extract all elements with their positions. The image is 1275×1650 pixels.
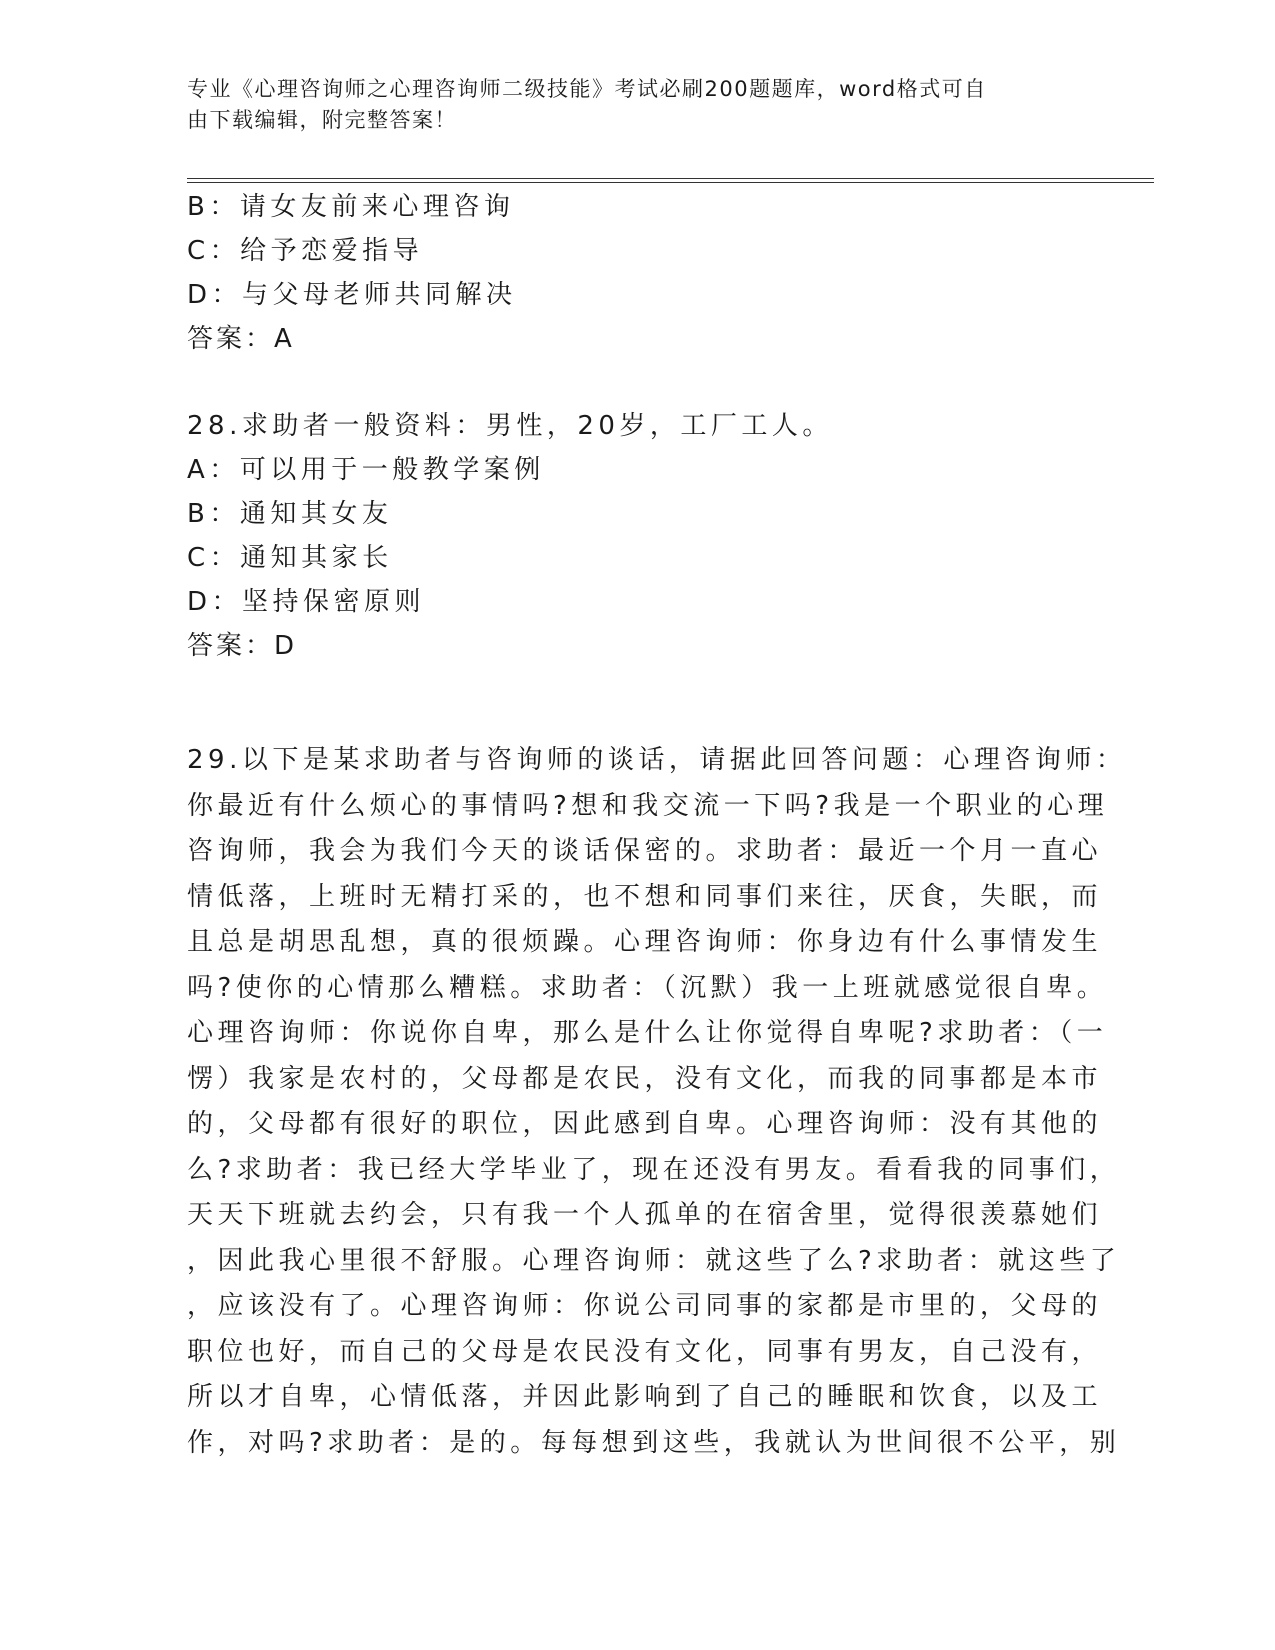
q29-line: 29.以下是某求助者与咨询师的谈话，请据此回答问题：心理咨询师： — [187, 745, 1127, 775]
header-divider-top — [187, 178, 1154, 179]
page-header — [187, 74, 1057, 136]
q29-line: 所以才自卑，心情低落，并因此影响到了自己的睡眠和饮食，以及工 — [187, 1382, 1103, 1412]
q29-line: ，因此我心里很不舒服。心理咨询师：就这些了么?求助者：就这些了 — [187, 1245, 1121, 1276]
q29-paragraph — [187, 738, 1127, 1466]
q29-line: 你最近有什么烦心的事情吗?想和我交流一下吗?我是一个职业的心理 — [187, 790, 1109, 821]
q28-option-b: B：通知其女友 — [187, 499, 393, 529]
q28-stem: 28.求助者一般资料：男性，20岁，工厂工人。 — [187, 411, 833, 441]
q29-line: 的，父母都有很好的职位，因此感到自卑。心理咨询师：没有其他的 — [187, 1109, 1103, 1139]
q29-line: 心理咨询师：你说你自卑，那么是什么让你觉得自卑呢?求助者：（一 — [187, 1018, 1108, 1048]
q29-line: 愣）我家是农村的，父母都是农民，没有文化，而我的同事都是本市 — [187, 1063, 1103, 1094]
q29-line: 吗?使你的心情那么糟糕。求助者：（沉默）我一上班就感觉很自卑。 — [187, 972, 1108, 1003]
q28-option-a: A：可以用于一般教学案例 — [187, 455, 545, 485]
q29-line: ，应该没有了。心理咨询师：你说公司同事的家都是市里的，父母的 — [187, 1291, 1103, 1321]
header-line-2: 由下载编辑，附完整答案！ — [187, 108, 457, 132]
q28-answer: 答案：D — [187, 631, 298, 661]
q29-line: 且总是胡思乱想，真的很烦躁。心理咨询师：你身边有什么事情发生 — [187, 927, 1103, 957]
q29-line: 天天下班就去约会，只有我一个人孤单的在宿舍里，觉得很羡慕她们 — [187, 1200, 1103, 1230]
q27-answer: 答案：A — [187, 324, 295, 354]
q27-option-b: B：请女友前来心理咨询 — [187, 192, 515, 222]
q28-option-d: D：坚持保密原则 — [187, 587, 426, 617]
q29-line: 咨询师，我会为我们今天的谈话保密的。求助者：最近一个月一直心 — [187, 836, 1103, 866]
header-line-1: 专业《心理咨询师之心理咨询师二级技能》考试必刷200题题库，word格式可自 — [187, 77, 987, 101]
header-divider-bottom — [187, 182, 1154, 183]
q29-line: 作，对吗?求助者：是的。每每想到这些，我就认为世间很不公平，别 — [187, 1427, 1121, 1458]
q29-line: 情低落，上班时无精打采的，也不想和同事们来往，厌食，失眠，而 — [187, 881, 1103, 912]
q28-option-c: C：通知其家长 — [187, 543, 393, 573]
q27-option-d: D：与父母老师共同解决 — [187, 280, 517, 310]
q29-line: 职位也好，而自己的父母是农民没有文化，同事有男友，自己没有， — [187, 1336, 1103, 1367]
q29-line: 么?求助者：我已经大学毕业了，现在还没有男友。看看我的同事们， — [187, 1154, 1121, 1185]
q27-option-c: C：给予恋爱指导 — [187, 236, 424, 266]
